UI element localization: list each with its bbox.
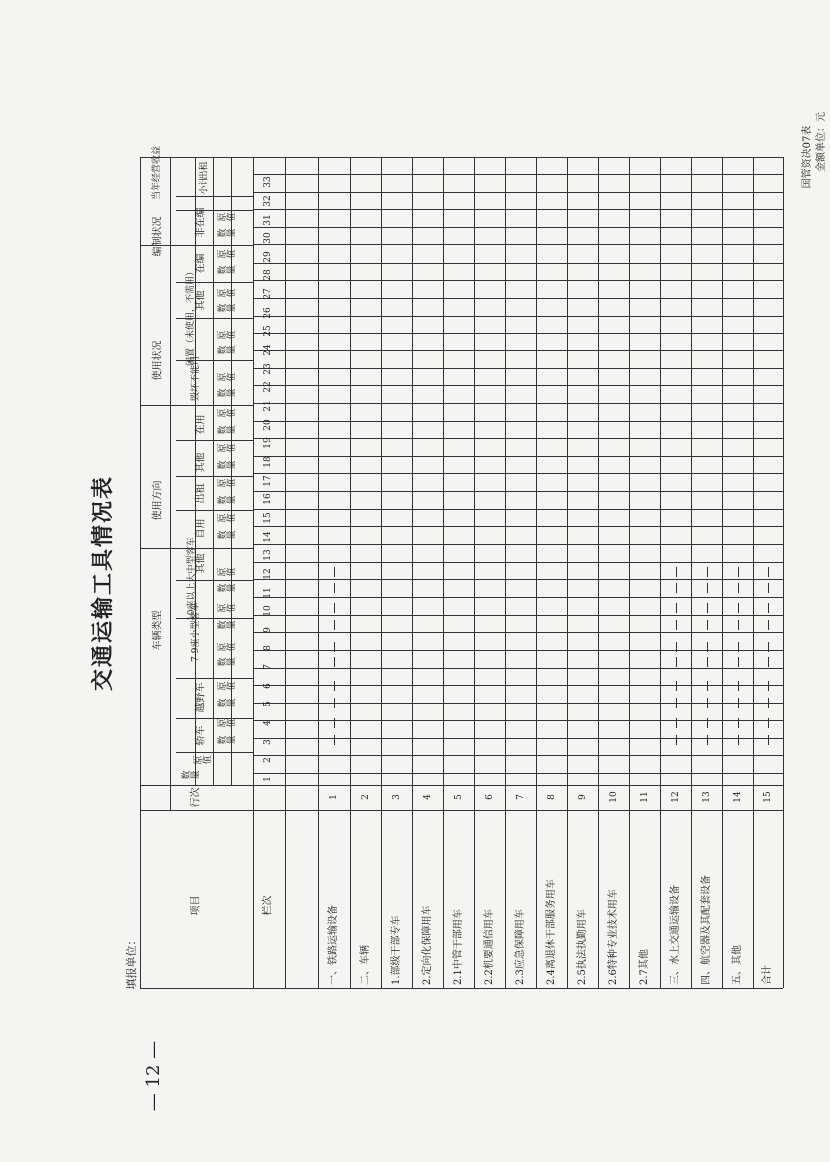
grid-line [253, 244, 783, 245]
grid-line [412, 157, 413, 988]
grid-line [253, 385, 783, 386]
dash-mark [334, 583, 335, 593]
row-item-label: 2.2机要通信用车 [483, 909, 495, 985]
grid-line [253, 650, 783, 651]
dash-mark [707, 718, 708, 728]
item-header: 项目 [190, 895, 202, 915]
dash-mark [768, 735, 769, 745]
grid-line [443, 157, 444, 988]
row-item-label: 五、其他 [731, 945, 743, 985]
dash-mark [738, 603, 739, 613]
grid-line [253, 368, 783, 369]
qty-sub-label: 数量 [218, 495, 237, 505]
row-number: 9 [577, 794, 588, 800]
col-number: 8 [263, 645, 273, 652]
row-number: 11 [639, 791, 650, 803]
qty-sub-label: 数量 [218, 388, 237, 398]
qty-sub-label: 数量 [218, 303, 237, 313]
row-number: 4 [422, 794, 433, 800]
dash-mark [768, 583, 769, 593]
grid-line [598, 157, 599, 988]
dash-mark [707, 620, 708, 630]
val-header: 原值 [194, 755, 213, 765]
row-item-label: 2.6特种专业技术用车 [607, 889, 619, 985]
dash-mark [676, 735, 677, 745]
grid-line [253, 785, 783, 786]
dash-mark [676, 642, 677, 652]
col-number: 2 [263, 757, 273, 764]
val-sub-label: 原值 [218, 212, 237, 222]
row-item-label: 三、水上交通运输设备 [669, 885, 681, 985]
dash-mark [676, 567, 677, 577]
col-number: 19 [263, 437, 273, 450]
col-number: 6 [263, 682, 273, 689]
grid-line [253, 421, 783, 422]
grid-line [253, 280, 783, 281]
filler-label: 填报单位： [125, 934, 138, 990]
grid-line [253, 473, 783, 474]
other-status-header: 其他 [195, 290, 207, 310]
dash-mark [738, 698, 739, 708]
grid-line [176, 618, 253, 619]
page-title: 交通运输工具情况表 [91, 475, 116, 692]
grid-line [253, 632, 783, 633]
grid-line [253, 174, 783, 175]
dash-mark [707, 642, 708, 652]
dash-mark [707, 583, 708, 593]
dash-mark [676, 583, 677, 593]
grid-line [253, 403, 783, 404]
row-item-label: 2.4离退休干部服务用车 [545, 879, 557, 985]
self-use-header: 自用 [195, 518, 207, 538]
grid-line [691, 157, 692, 988]
grid-line [722, 157, 723, 988]
grid-line [474, 157, 475, 988]
dash-mark [676, 718, 677, 728]
grid-line [253, 738, 783, 739]
row-number: 8 [546, 794, 557, 800]
row-item-label: 合计 [762, 965, 773, 985]
dash-mark [768, 718, 769, 728]
grid-line [253, 456, 783, 457]
dash-mark [676, 603, 677, 613]
qty-header: 数量 [182, 770, 201, 780]
row-item-label: 2.7其他 [638, 949, 650, 985]
grid-line [213, 157, 214, 785]
dash-mark [334, 620, 335, 630]
grid-line [253, 597, 783, 598]
val-sub-label: 原值 [218, 603, 237, 613]
grid-line [253, 157, 783, 158]
grid-line [176, 718, 253, 719]
col-number: 32 [263, 195, 273, 207]
dash-mark [334, 718, 335, 728]
dash-mark [768, 681, 769, 691]
val-sub-label: 原值 [218, 372, 237, 382]
dash-mark [738, 567, 739, 577]
unit-label: 金额单位：元 [816, 112, 827, 172]
col-number: 4 [263, 720, 273, 726]
grid-line [140, 157, 141, 988]
non-staff-header: 非在编 [195, 207, 207, 237]
grid-line [318, 157, 319, 988]
row-number: 14 [732, 791, 743, 803]
dash-mark [676, 681, 677, 691]
grid-line [253, 316, 783, 317]
grid-line [253, 192, 783, 193]
lease-header: 出租 [195, 483, 207, 503]
grid-line [505, 157, 506, 988]
dash-mark [334, 735, 335, 745]
grid-line [140, 405, 253, 406]
qty-sub-label: 数量 [218, 265, 237, 275]
dash-mark [676, 698, 677, 708]
row-no-header: 行次 [190, 787, 202, 807]
row-item-label: 2.5执法执勤用车 [576, 909, 588, 985]
dash-mark [768, 698, 769, 708]
grid-line [567, 157, 568, 988]
grid-line [253, 157, 254, 988]
grid-line [253, 298, 783, 299]
income-header: 当年经营收益 [152, 145, 162, 200]
col-number: 3 [263, 738, 273, 745]
col-number: 23 [263, 362, 273, 375]
grid-line [253, 773, 783, 774]
grid-line [253, 263, 783, 264]
row-number: 12 [670, 791, 681, 803]
dash-mark [676, 620, 677, 630]
qty-sub-label: 数量 [218, 460, 237, 470]
col-number: 20 [263, 418, 273, 431]
row-number: 7 [515, 794, 526, 800]
small-bus-header: 7-9座小型客车 [191, 602, 201, 662]
dash-mark [768, 603, 769, 613]
dash-mark [707, 567, 708, 577]
dash-mark [738, 681, 739, 691]
dash-mark [334, 698, 335, 708]
dash-mark [707, 735, 708, 745]
mid-bus-header: 10座以上大中型客车 [187, 537, 197, 621]
row-item-label: 二、车辆 [359, 945, 371, 985]
subtotal-header: 小计 [199, 176, 210, 195]
grid-line [253, 438, 783, 439]
dash-mark [768, 642, 769, 652]
dash-mark [738, 718, 739, 728]
grid-line [176, 476, 253, 477]
dash-mark [334, 657, 335, 667]
col-number: 18 [263, 456, 273, 468]
grid-line [176, 196, 253, 197]
grid-line [253, 562, 783, 563]
vehicle-type-header: 车辆类型 [152, 610, 164, 650]
qty-sub-label: 数量 [218, 345, 237, 355]
grid-line [176, 318, 253, 319]
suv-header: 越野车 [195, 682, 207, 712]
row-number: 2 [360, 794, 371, 800]
grid-line [176, 360, 253, 361]
row-number: 1 [329, 794, 339, 800]
grid-line [253, 227, 783, 228]
col-number: 15 [263, 512, 273, 524]
grid-line [253, 209, 783, 210]
col-number: 21 [263, 400, 273, 412]
in-use-header: 在用 [195, 414, 207, 434]
grid-line [140, 988, 783, 989]
grid-line [140, 548, 253, 549]
val-sub-label: 原值 [218, 642, 237, 652]
other-use-header: 其他 [195, 452, 207, 472]
grid-line [253, 685, 783, 686]
val-sub-label: 原值 [218, 443, 237, 453]
row-item-label: 1.部级干部专车 [390, 915, 402, 985]
grid-line [176, 510, 253, 511]
qty-sub-label: 数量 [218, 698, 237, 708]
row-item-label: 2.定向化保障用车 [421, 905, 433, 985]
grid-line [176, 678, 253, 679]
row-number: 10 [608, 791, 619, 803]
col-number: 14 [263, 530, 273, 543]
val-sub-label: 原值 [218, 718, 237, 728]
dash-mark [768, 620, 769, 630]
grid-line [253, 615, 783, 616]
val-sub-label: 原值 [218, 478, 237, 488]
row-item-label: 一、铁路运输设备 [328, 905, 339, 985]
row-number: 13 [701, 791, 712, 803]
grid-line [140, 245, 253, 246]
grid-line [170, 785, 171, 810]
dash-mark [738, 583, 739, 593]
damaged-header: 毁坏不能用 [191, 355, 201, 401]
col-number: 25 [263, 325, 273, 338]
col-number: 28 [263, 269, 273, 282]
col-number: 7 [263, 664, 273, 670]
row-item-label: 2.3应急保障用车 [514, 909, 526, 985]
form-code: 国管资决07表 [802, 125, 813, 189]
qty-sub-label: 数量 [218, 228, 237, 238]
grid-line [253, 720, 783, 721]
grid-line [253, 509, 783, 510]
grid-line [253, 668, 783, 669]
staffing-header: 编制状况 [152, 216, 164, 256]
dash-mark [707, 603, 708, 613]
qty-sub-label: 数量 [218, 583, 237, 593]
grid-line [170, 157, 171, 785]
col-number: 30 [263, 232, 273, 244]
dash-mark [334, 681, 335, 691]
dash-mark [768, 657, 769, 667]
col-index-label: 栏次 [262, 895, 274, 915]
dash-mark [676, 657, 677, 667]
grid-line [660, 157, 661, 988]
grid-line [285, 157, 286, 988]
grid-line [176, 210, 253, 211]
row-number: 15 [763, 791, 773, 803]
grid-line [253, 333, 783, 334]
sedan-header: 轿车 [195, 725, 207, 745]
grid-line [176, 752, 253, 753]
qty-sub-label: 数量 [218, 657, 237, 667]
grid-line [253, 755, 783, 756]
grid-line [783, 157, 784, 988]
grid-line [253, 526, 783, 527]
grid-line [253, 810, 783, 811]
val-sub-label: 原值 [218, 567, 237, 577]
col-number: 12 [263, 568, 273, 580]
val-sub-label: 原值 [218, 288, 237, 298]
grid-line [176, 282, 253, 283]
col-number: 29 [263, 251, 273, 263]
use-direction-header: 使用方向 [152, 480, 164, 520]
col-number: 27 [263, 288, 273, 300]
grid-line [176, 580, 253, 581]
val-sub-label: 原值 [218, 330, 237, 340]
qty-sub-label: 数量 [218, 620, 237, 630]
col-number: 13 [263, 549, 273, 561]
dash-mark [738, 620, 739, 630]
row-number: 3 [391, 794, 402, 800]
row-item-label: 2.1中管干部用车 [452, 909, 464, 985]
rent-header: 出租 [199, 161, 210, 180]
dash-mark [707, 657, 708, 667]
page-number: — 12 — [143, 1040, 164, 1112]
val-sub-label: 原值 [218, 681, 237, 691]
col-number: 16 [263, 493, 273, 505]
grid-line [381, 157, 382, 988]
grid-line [350, 157, 351, 988]
dash-mark [334, 642, 335, 652]
dash-mark [738, 657, 739, 667]
dash-mark [707, 681, 708, 691]
grid-line [629, 157, 630, 988]
dash-mark [738, 642, 739, 652]
dash-mark [707, 698, 708, 708]
qty-sub-label: 数量 [218, 425, 237, 435]
grid-line [536, 157, 537, 988]
grid-line [253, 703, 783, 704]
grid-line [753, 157, 754, 988]
other-vehicle-header: 其他 [195, 553, 207, 573]
col-number: 10 [263, 605, 273, 617]
idle-header: 闲置（未使用，不需用） [186, 266, 196, 366]
qty-sub-label: 数量 [218, 735, 237, 745]
dash-mark [334, 567, 335, 577]
dash-mark [768, 567, 769, 577]
col-number: 5 [263, 701, 273, 708]
col-number: 1 [263, 776, 273, 782]
row-number: 5 [453, 794, 464, 800]
val-sub-label: 原值 [218, 249, 237, 259]
col-number: 26 [263, 307, 273, 319]
grid-line [176, 440, 253, 441]
in-staff-header: 在编 [195, 253, 207, 273]
grid-line [140, 785, 253, 786]
col-number: 11 [263, 586, 273, 599]
col-number: 24 [263, 344, 273, 356]
grid-line [253, 350, 783, 351]
col-number: 33 [263, 176, 273, 188]
val-sub-label: 原值 [218, 408, 237, 418]
dash-mark [738, 735, 739, 745]
row-number: 6 [484, 794, 495, 800]
col-number: 9 [263, 626, 273, 633]
col-number: 17 [263, 474, 273, 487]
col-number: 31 [263, 213, 273, 226]
grid-line [253, 491, 783, 492]
row-item-label: 四、航空器及其配套设备 [700, 875, 712, 985]
val-sub-label: 原值 [218, 513, 237, 523]
grid-line [253, 579, 783, 580]
use-status-header: 使用状况 [152, 340, 164, 380]
qty-sub-label: 数量 [218, 530, 237, 540]
dash-mark [334, 603, 335, 613]
grid-line [253, 544, 783, 545]
col-number: 22 [263, 381, 273, 394]
